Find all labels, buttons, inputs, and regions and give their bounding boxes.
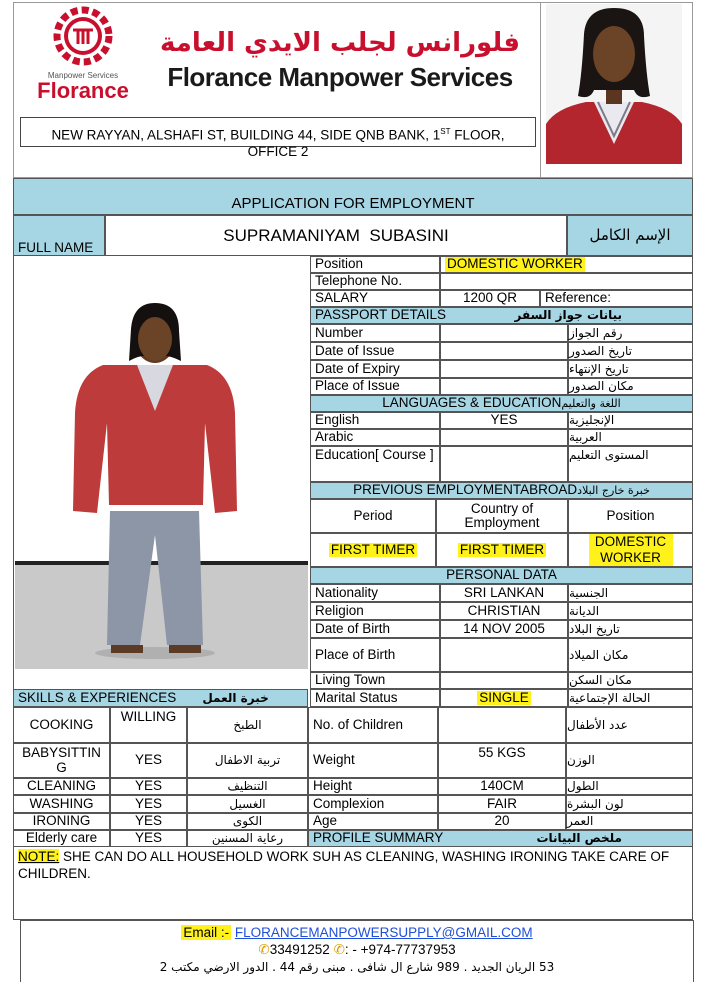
company-name-english: Florance Manpower Services <box>167 62 513 92</box>
previous-period: FIRST TIMER <box>330 541 416 557</box>
languages-header-ar: اللغة والتعليم <box>561 396 621 410</box>
passport-number-ar: رقم الجواز <box>568 324 693 342</box>
note-label: NOTE: <box>18 849 60 864</box>
footer-address-ar: 53 الريان الجديد . 989 شارع ال شافى . مبنى رقم 44 . الدور الارضي مكتب 2 <box>159 960 555 974</box>
address-sup: ST <box>440 127 451 136</box>
religion-ar: الديانة <box>568 602 693 620</box>
previous-header-en: PREVIOUS EMPLOYMENTABROAD <box>353 482 578 498</box>
english-ar: الإنجليزية <box>568 412 693 429</box>
phone-separator: : - <box>344 942 361 957</box>
arabic-ar: العربية <box>568 429 693 446</box>
form-title: APPLICATION FOR EMPLOYMENT <box>13 178 693 215</box>
languages-header-en: LANGUAGES & EDUCATION <box>382 395 562 411</box>
email-label: Email :- <box>183 925 230 940</box>
phone-icon: ✆ <box>333 942 345 957</box>
height-value: 140CM <box>438 778 566 795</box>
complexion-ar: لون البشرة <box>566 795 693 813</box>
skill-value: YES <box>110 813 187 830</box>
age-value: 20 <box>438 813 566 830</box>
previous-position: DOMESTIC WORKER <box>589 534 673 566</box>
english-label: English <box>310 412 440 429</box>
logo-name: Florance <box>37 78 129 103</box>
col-position: Position <box>568 499 693 533</box>
passport-expiry-ar: تاريخ الإنتهاء <box>568 360 693 378</box>
height-label: Height <box>308 778 438 795</box>
logo-tagline: Manpower Services <box>47 71 119 80</box>
personal-header: PERSONAL DATA <box>310 567 693 584</box>
children-label: No. of Children <box>308 707 438 743</box>
footer-email-line <box>20 925 694 940</box>
pob-label: Place of Birth <box>310 638 440 672</box>
skill-name: Elderly care <box>13 830 110 847</box>
complexion-value: FAIR <box>438 795 566 813</box>
marital-value: SINGLE <box>479 689 529 705</box>
living-ar: مكان السكن <box>568 672 693 689</box>
skill-value: YES <box>110 830 187 847</box>
marital-ar: الحالة الإجتماعية <box>568 689 693 707</box>
skill-ar: رعاية المسنين <box>187 830 308 847</box>
telephone-label: Telephone No. <box>310 273 440 290</box>
pob-ar: مكان الميلاد <box>568 638 693 672</box>
religion-label: Religion <box>310 602 440 620</box>
email-link[interactable]: FLORANCEMANPOWERSUPPLY@GMAIL.COM <box>234 925 533 940</box>
skill-value: YES <box>110 778 187 795</box>
skill-name: BABYSITTIN G <box>13 743 110 778</box>
passport-header-ar: بيانات جواز السفر <box>514 308 622 323</box>
complexion-label: Complexion <box>308 795 438 813</box>
skill-value: YES <box>110 795 187 813</box>
age-label: Age <box>308 813 438 830</box>
salary-label: SALARY <box>310 290 440 307</box>
address-text: NEW RAYYAN, ALSHAFI ST, BUILDING 44, SIDE QNB BANK, 1 <box>51 127 441 143</box>
note <box>18 848 688 882</box>
marital-label: Marital Status <box>310 689 440 707</box>
dob-value: 14 NOV 2005 <box>440 620 568 638</box>
address-box <box>20 117 536 159</box>
previous-header-ar: خبرة خارج البلاد <box>577 483 650 497</box>
nationality-value: SRI LANKAN <box>440 584 568 602</box>
header-divider <box>540 2 541 178</box>
footer-phone-line <box>20 942 694 958</box>
education-label: Education[ Course ] <box>310 446 440 482</box>
skill-value: YES <box>110 743 187 778</box>
height-ar: الطول <box>566 778 693 795</box>
religion-value: CHRISTIAN <box>440 602 568 620</box>
reference-label: Reference: <box>540 290 693 307</box>
living-label: Living Town <box>310 672 440 689</box>
skill-willing-label: WILLING <box>110 707 187 743</box>
skill-name: WASHING <box>13 795 110 813</box>
position-value: DOMESTIC WORKER <box>447 256 583 272</box>
passport-place-ar: مكان الصدور <box>568 378 693 395</box>
gear-icon <box>28 6 138 66</box>
position-label: Position <box>310 256 440 273</box>
arabic-label: Arabic <box>310 429 440 446</box>
previous-country: FIRST TIMER <box>459 541 545 557</box>
skill-name: COOKING <box>13 707 110 743</box>
skill-name: CLEANING <box>13 778 110 795</box>
phone-icon: ✆ <box>258 942 270 957</box>
age-ar: العمر <box>566 813 693 830</box>
passport-place-label: Place of Issue <box>310 378 440 395</box>
passport-number-label: Number <box>310 324 440 342</box>
note-text: SHE CAN DO ALL HOUSEHOLD WORK SUH AS CLEANING, WASHING IRONING TAKE CARE OF CHILDREN. <box>18 849 670 881</box>
full-name-value: SUPRAMANIYAM SUBASINI <box>105 215 567 256</box>
phone-1[interactable]: 33491252 <box>269 942 330 957</box>
address-text-end: FLOOR, <box>450 127 505 143</box>
skill-ar: تربية الاطفال <box>187 743 308 778</box>
full-name-label: FULL NAME <box>18 239 94 255</box>
weight-value: 55 KGS <box>438 743 566 778</box>
skill-ar: الكوى <box>187 813 308 830</box>
company-name-arabic: فلورانس لجلب الايدي العامة <box>160 28 520 58</box>
salary-value: 1200 QR <box>440 290 540 307</box>
skills-header-en: SKILLS & EXPERIENCES <box>18 689 177 705</box>
address-line2: OFFICE 2 <box>247 143 309 159</box>
body-frame <box>13 256 693 920</box>
profile-header-ar: ملخص البيانات <box>536 831 622 846</box>
skills-header-ar: خبرة العمل <box>202 690 269 705</box>
skill-name: IRONING <box>13 813 110 830</box>
passport-header-en: PASSPORT DETAILS <box>315 307 447 323</box>
passport-issue-label: Date of Issue <box>310 342 440 360</box>
english-value: YES <box>440 412 568 429</box>
dob-ar: تاريخ البلاد <box>568 620 693 638</box>
phone-2[interactable]: +974-77737953 <box>360 942 456 957</box>
skill-ar: التنظيف <box>187 778 308 795</box>
skill-ar: الغسيل <box>187 795 308 813</box>
passport-issue-ar: تاريخ الصدور <box>568 342 693 360</box>
passport-photo <box>546 4 682 164</box>
children-ar: عدد الأطفال <box>566 707 693 743</box>
company-logo <box>28 6 138 103</box>
full-name-arabic: الإسم الكامل <box>567 215 693 256</box>
full-name-label-cell <box>13 215 105 256</box>
dob-label: Date of Birth <box>310 620 440 638</box>
col-period: Period <box>310 499 436 533</box>
nationality-ar: الجنسية <box>568 584 693 602</box>
nationality-label: Nationality <box>310 584 440 602</box>
profile-header-en: PROFILE SUMMARY <box>313 830 444 846</box>
skill-ar: الطبخ <box>187 707 308 743</box>
weight-label: Weight <box>308 743 438 778</box>
education-ar: المستوى التعليم <box>568 446 693 482</box>
weight-ar: الوزن <box>566 743 693 778</box>
col-country: Country of Employment <box>436 499 568 533</box>
passport-expiry-label: Date of Expiry <box>310 360 440 378</box>
